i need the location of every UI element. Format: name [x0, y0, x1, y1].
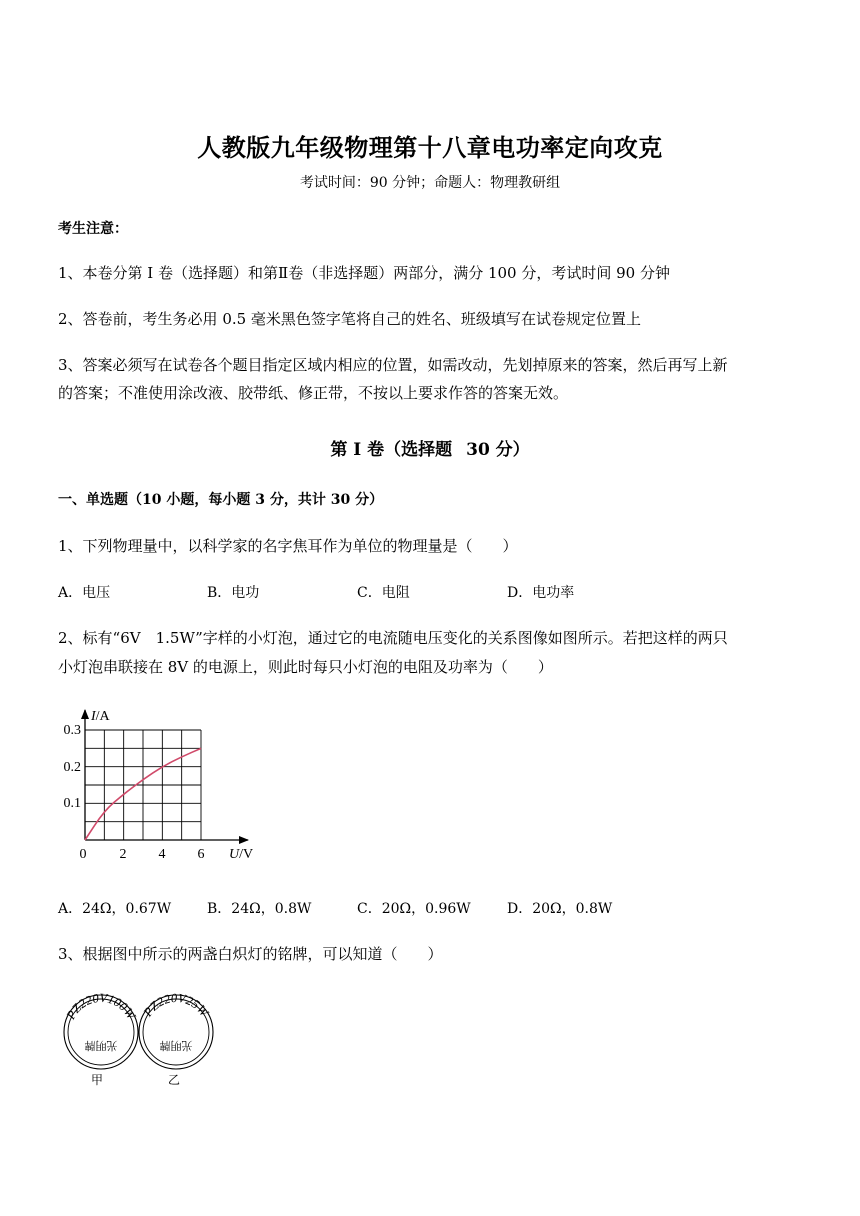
nameplate-maker: 光明牌: [84, 1039, 118, 1051]
graph-grid: [85, 730, 201, 840]
x-tick-label: 6: [197, 847, 205, 862]
nameplate-yi: [139, 991, 213, 1087]
notice-item-3-cont: 的答案；不准使用涂改液、胶带纸、修正带，不按以上要求作答的答案无效。: [58, 384, 569, 402]
x-tick-label: 0: [79, 847, 87, 862]
current-voltage-graph: [55, 700, 270, 870]
bulb-nameplates-figure: [55, 988, 225, 1090]
question-3-stem: 3、根据图中所示的两盏白炽灯的铭牌，可以知道（ ）: [58, 945, 443, 963]
section-title-a: 第 I 卷（选择题: [330, 440, 453, 460]
question-2-option-c: C．20Ω，0.96W: [357, 901, 471, 917]
nameplate-rating: PZ220V25W: [140, 990, 212, 1020]
x-tick-label: 4: [158, 847, 166, 862]
y-axis-label: I/A: [91, 709, 110, 724]
y-tick-label: 0.3: [63, 723, 81, 738]
bulb-label: 乙: [167, 1073, 181, 1087]
question-1-option-b: B．电功: [207, 585, 260, 601]
question-1-option-c: C．电阻: [357, 585, 410, 601]
notice-heading: 考生注意：: [58, 221, 128, 237]
question-2-stem-line-2: 小灯泡串联接在 8V 的电源上，则此时每只小灯泡的电阻及功率为（ ）: [58, 658, 553, 676]
question-1-stem: 1、下列物理量中，以科学家的名字焦耳作为单位的物理量是（ ）: [58, 537, 518, 555]
nameplate-jia: [63, 991, 139, 1087]
question-2-option-b: B．24Ω，0.8W: [207, 901, 312, 917]
page-title: 人教版九年级物理第十八章电功率定向攻克: [197, 133, 663, 162]
x-axis-label: U/V: [229, 847, 254, 862]
question-1-option-a: A．电压: [58, 585, 111, 601]
notice-item-2: 2、答卷前，考生务必用 0.5 毫米黑色签字笔将自己的姓名、班级填写在试卷规定位置上: [58, 310, 641, 328]
section-title: [0, 435, 860, 460]
nameplate-rating: PZ220V100W: [63, 990, 139, 1022]
y-tick-label: 0.2: [63, 760, 81, 775]
question-2-option-a: A．24Ω，0.67W: [58, 901, 172, 917]
x-tick-label: 2: [119, 847, 127, 862]
section-title-b: 30 分）: [466, 440, 530, 460]
question-2-option-d: D．20Ω，0.8W: [507, 901, 613, 917]
question-2-stem-line-1: 2、标有“6V 1.5W”字样的小灯泡，通过它的电流随电压变化的关系图像如图所示。若把这样的两只: [58, 629, 728, 647]
nameplate-maker: 光明牌: [159, 1039, 193, 1051]
part-heading: 一、单选题（10 小题，每小题 3 分，共计 30 分）: [58, 492, 384, 508]
notice-item-3: 3、答案必须写在试卷各个题目指定区域内相应的位置，如需改动，先划掉原来的答案，然后再写上新: [58, 356, 728, 374]
bulb-label: 甲: [90, 1073, 104, 1087]
question-1-option-d: D．电功率: [507, 585, 575, 601]
exam-info: 考试时间：90 分钟；命题人：物理教研组: [299, 175, 561, 191]
y-tick-label: 0.1: [63, 796, 81, 811]
notice-item-1: 1、本卷分第 I 卷（选择题）和第Ⅱ卷（非选择题）两部分，满分 100 分，考试时间 90 分钟: [58, 264, 670, 282]
